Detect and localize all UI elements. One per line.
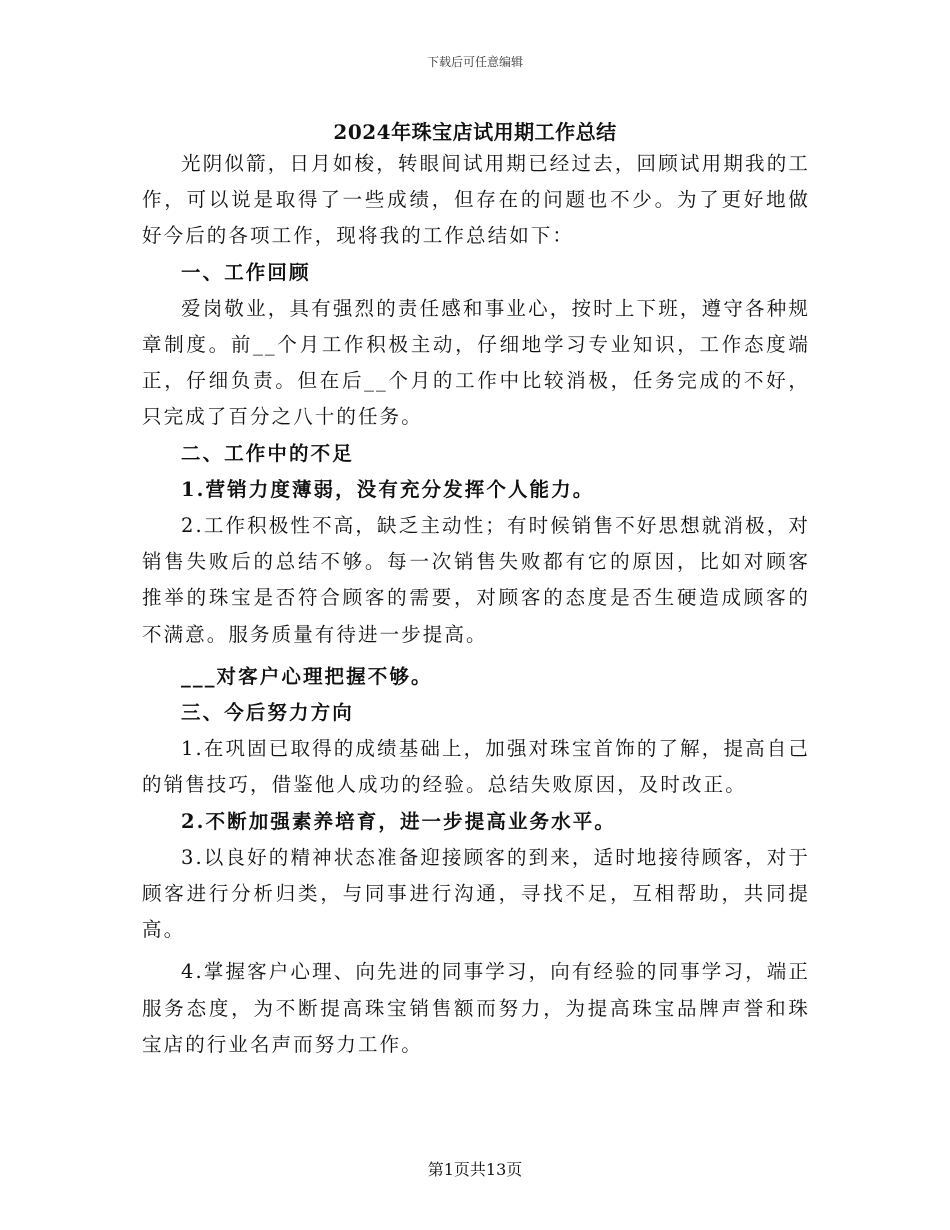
shortcoming-item-3: ___对客户心理把握不够。	[181, 664, 433, 688]
header-note: 下载后可任意编辑	[426, 55, 523, 69]
section-heading-review: 一、工作回顾	[181, 260, 311, 284]
document-body	[142, 146, 810, 1063]
document-title: 2024年珠宝店试用期工作总结	[333, 120, 617, 144]
direction-item-1: 1.在巩固已取得的成绩基础上，加强对珠宝首饰的了解，提高自己的销售技巧，借鉴他人成功的经验。总结失败原因，及时改正。	[142, 737, 810, 797]
direction-item-2: 2.不断加强素养培育，进一步提高业务水平。	[181, 809, 616, 833]
direction-item-3: 3.以良好的精神状态准备迎接顾客的到来，适时地接待顾客，对于顾客进行分析归类，与同事进行沟通，寻找不足，互相帮助，共同提高。	[142, 845, 810, 942]
intro-paragraph: 光阴似箭，日月如梭，转眼间试用期已经过去，回顾试用期我的工作，可以说是取得了一些成绩，但存在的问题也不少。为了更好地做好今后的各项工作，现将我的工作总结如下：	[142, 152, 810, 248]
shortcoming-item-1: 1.营销力度薄弱，没有充分发挥个人能力。	[181, 477, 595, 501]
section-heading-direction: 三、今后努力方向	[181, 701, 354, 725]
review-paragraph: 爱岗敬业，具有强烈的责任感和事业心，按时上下班，遵守各种规章制度。前__个月工作积极主动，仔细地学习专业知识，工作态度端正，仔细负责。但在后__个月的工作中比较消极，任务完成的不好，只完成了百分之八十的任务。	[142, 296, 810, 429]
direction-item-4: 4.掌握客户心理、向先进的同事学习，向有经验的同事学习，端正服务态度，为不断提高珠宝销售额而努力，为提高珠宝品牌声誉和珠宝店的行业名声而努力工作。	[142, 960, 810, 1056]
page-number: 第1页共13页	[427, 1160, 523, 1179]
section-heading-shortcomings: 二、工作中的不足	[181, 441, 354, 465]
shortcoming-item-2: 2.工作积极性不高，缺乏主动性；有时候销售不好思想就消极，对销售失败后的总结不够。每一次销售失败都有它的原因，比如对顾客推举的珠宝是否符合顾客的需要，对顾客的态度是否生硬造成顾客的不满意。服务质量有待进一步提高。	[142, 514, 810, 646]
